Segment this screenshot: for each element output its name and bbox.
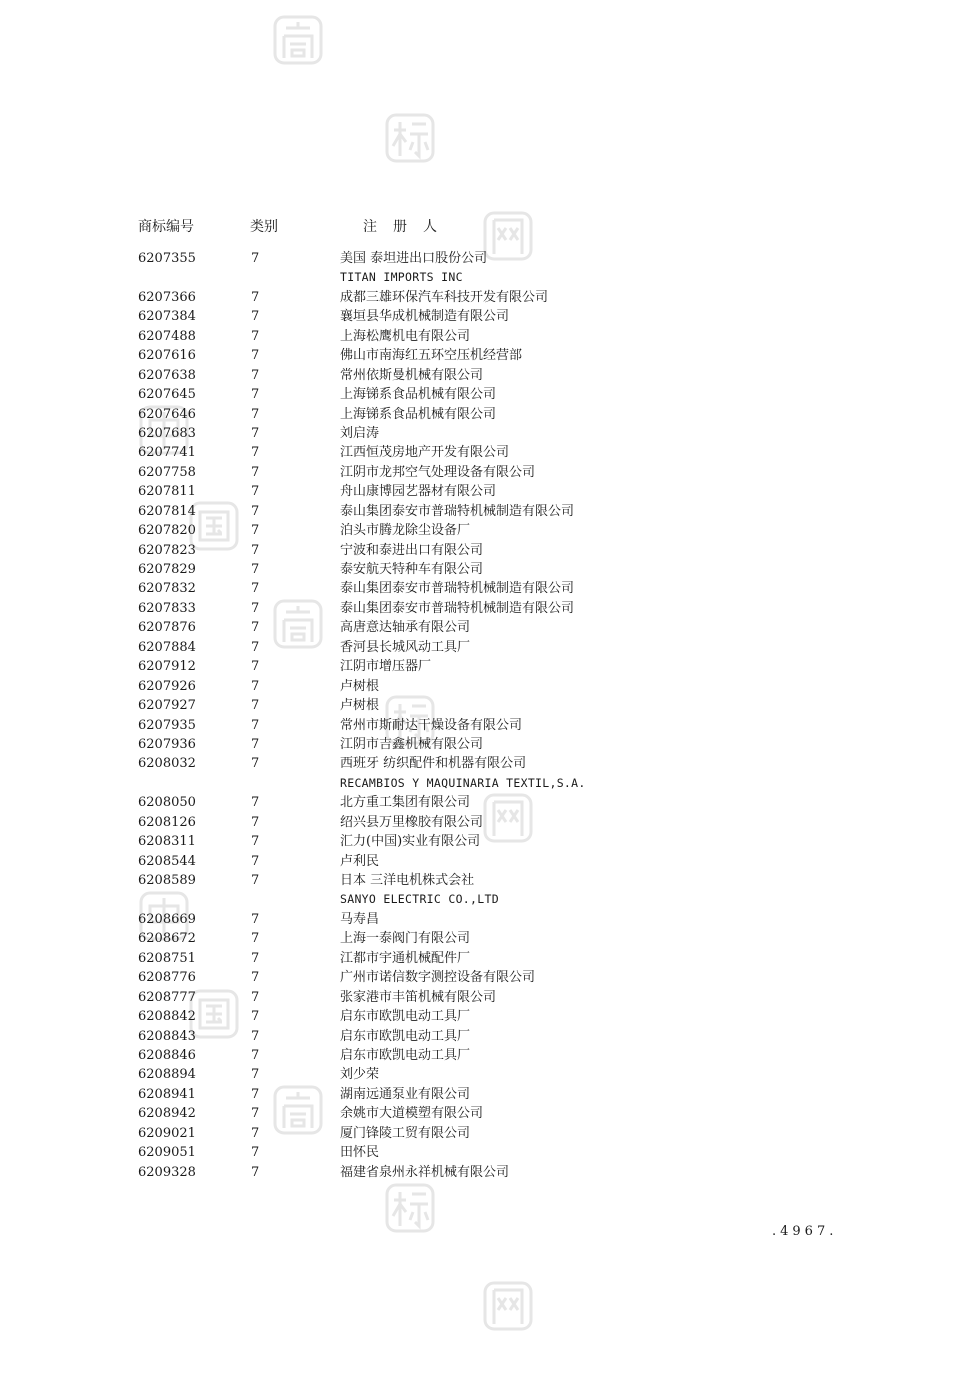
registrant-name: 上海锑系食品机械有限公司 bbox=[340, 387, 497, 403]
registrant-name: 香河县长城风动工具厂 bbox=[340, 639, 471, 655]
table-row bbox=[0, 405, 980, 424]
watermark-shang-glyph bbox=[272, 14, 324, 66]
table-row bbox=[0, 929, 980, 948]
registrant-name: 广州市诺信数字测控设备有限公司 bbox=[340, 970, 536, 986]
registrant-name: 卢利民 bbox=[340, 853, 380, 869]
class-number: 7 bbox=[251, 309, 260, 325]
class-number: 7 bbox=[251, 1145, 260, 1161]
registrant-name: 厦门锋陵工贸有限公司 bbox=[340, 1125, 471, 1141]
class-number: 7 bbox=[251, 853, 260, 869]
trademark-number: 6207820 bbox=[138, 523, 196, 539]
table-row bbox=[0, 1143, 980, 1162]
registrant-name: 江阴市吉鑫机械有限公司 bbox=[340, 736, 484, 752]
trademark-number: 6207876 bbox=[138, 620, 196, 636]
table-row bbox=[0, 832, 980, 851]
class-number: 7 bbox=[251, 1028, 260, 1044]
class-number: 7 bbox=[251, 367, 260, 383]
registrant-name: 泰山集团泰安市普瑞特机械制造有限公司 bbox=[340, 581, 575, 597]
table-row bbox=[0, 1027, 980, 1046]
class-number: 7 bbox=[251, 717, 260, 733]
header-trademark-number: 商标编号 bbox=[138, 219, 194, 235]
table-row bbox=[0, 852, 980, 871]
registrant-name: 上海一泰阀门有限公司 bbox=[340, 931, 471, 947]
class-number: 7 bbox=[251, 814, 260, 830]
registrant-name: 刘启涛 bbox=[340, 425, 380, 441]
trademark-number: 6207758 bbox=[138, 464, 196, 480]
table-row bbox=[0, 754, 980, 773]
table-row bbox=[0, 1065, 980, 1084]
trademark-number: 6209328 bbox=[138, 1164, 196, 1180]
class-number: 7 bbox=[251, 931, 260, 947]
class-number: 7 bbox=[251, 620, 260, 636]
watermark-biao-glyph bbox=[384, 112, 436, 164]
class-number: 7 bbox=[251, 406, 260, 422]
table-row bbox=[0, 560, 980, 579]
trademark-number: 6207645 bbox=[138, 387, 196, 403]
class-number: 7 bbox=[251, 989, 260, 1005]
trademark-number: 6208941 bbox=[138, 1086, 196, 1102]
registrant-name: 湖南远通泵业有限公司 bbox=[340, 1086, 471, 1102]
table-row bbox=[0, 424, 980, 443]
table-row bbox=[0, 968, 980, 987]
class-number: 7 bbox=[251, 425, 260, 441]
registrant-name: 江阴市增压器厂 bbox=[340, 659, 432, 675]
table-row bbox=[0, 735, 980, 754]
table-row bbox=[0, 638, 980, 657]
watermark-biao bbox=[384, 112, 436, 164]
registrant-name: 西班牙 纺织配件和机器有限公司 bbox=[340, 756, 527, 772]
page-number: .4967. bbox=[772, 1224, 838, 1239]
trademark-number: 6208589 bbox=[138, 873, 196, 888]
registrant-name: TITAN IMPORTS INC bbox=[340, 270, 463, 285]
trademark-number: 6207935 bbox=[138, 717, 196, 733]
trademark-number: 6207616 bbox=[138, 348, 196, 364]
registrant-name: 成都三雄环保汽车科技开发有限公司 bbox=[340, 289, 549, 305]
header-registrant: 注册人 bbox=[363, 219, 453, 235]
trademark-number: 6207927 bbox=[138, 698, 196, 714]
table-row bbox=[0, 910, 980, 929]
table-row bbox=[0, 1046, 980, 1065]
registrant-name: RECAMBIOS Y MAQUINARIA TEXTIL,S.A. bbox=[340, 775, 586, 790]
registrant-name: 美国 泰坦进出口股份公司 bbox=[340, 251, 488, 266]
class-number: 7 bbox=[251, 639, 260, 655]
trademark-number: 6207741 bbox=[138, 445, 196, 461]
trademark-number: 6208894 bbox=[138, 1067, 196, 1083]
class-number: 7 bbox=[251, 659, 260, 675]
trademark-number: 6209051 bbox=[138, 1145, 196, 1161]
table-row bbox=[0, 1085, 980, 1104]
registrant-name: 启东市欧凯电动工具厂 bbox=[340, 1009, 471, 1025]
registrant-name: 日本 三洋电机株式会社 bbox=[340, 873, 475, 888]
trademark-number: 6207832 bbox=[138, 581, 196, 597]
trademark-number: 6207384 bbox=[138, 309, 196, 325]
trademark-number: 6207355 bbox=[138, 251, 196, 266]
registrant-name: 张家港市丰笛机械有限公司 bbox=[340, 989, 497, 1005]
registrant-name: 泰山集团泰安市普瑞特机械制造有限公司 bbox=[340, 600, 575, 616]
class-number: 7 bbox=[251, 970, 260, 986]
table-row bbox=[0, 366, 980, 385]
trademark-number: 6208126 bbox=[138, 814, 196, 830]
table-row bbox=[0, 871, 980, 890]
watermark-biao-3-glyph bbox=[384, 1182, 436, 1234]
trademark-number: 6208751 bbox=[138, 950, 196, 966]
table-row bbox=[0, 696, 980, 715]
table-row bbox=[0, 443, 980, 462]
registrant-name: 启东市欧凯电动工具厂 bbox=[340, 1047, 471, 1063]
class-number: 7 bbox=[251, 251, 260, 266]
registrant-name: 田怀民 bbox=[340, 1145, 380, 1161]
trademark-number: 6208672 bbox=[138, 931, 196, 947]
table-header bbox=[0, 216, 980, 238]
trademark-number: 6207488 bbox=[138, 328, 196, 344]
table-row bbox=[0, 249, 980, 268]
class-number: 7 bbox=[251, 523, 260, 539]
watermark-shang bbox=[272, 14, 324, 66]
class-number: 7 bbox=[251, 698, 260, 714]
table-row bbox=[0, 385, 980, 404]
table-row bbox=[0, 1007, 980, 1026]
trademark-number: 6207936 bbox=[138, 736, 196, 752]
table-row bbox=[0, 793, 980, 812]
table-row bbox=[0, 541, 980, 560]
header-class: 类别 bbox=[250, 219, 278, 235]
watermark-biao-3 bbox=[384, 1182, 436, 1234]
registrant-name: 泰安航天特种车有限公司 bbox=[340, 562, 484, 577]
registrant-name: 泊头市腾龙除尘设备厂 bbox=[340, 523, 471, 539]
registrant-name: 卢树根 bbox=[340, 698, 380, 714]
table-row bbox=[0, 463, 980, 482]
registrant-name: 舟山康博园艺器材有限公司 bbox=[340, 484, 497, 500]
trademark-number: 6207884 bbox=[138, 639, 196, 655]
trademark-number: 6208942 bbox=[138, 1106, 196, 1122]
registrant-name: 江阴市龙邦空气处理设备有限公司 bbox=[340, 464, 536, 480]
table-row bbox=[0, 268, 980, 287]
table-row bbox=[0, 307, 980, 326]
class-number: 7 bbox=[251, 328, 260, 344]
registrant-name: 北方重工集团有限公司 bbox=[340, 795, 471, 811]
registrant-name: 上海锑系食品机械有限公司 bbox=[340, 406, 497, 422]
registrant-name: 启东市欧凯电动工具厂 bbox=[340, 1028, 471, 1044]
class-number: 7 bbox=[251, 387, 260, 403]
registration-list bbox=[0, 249, 980, 1182]
table-row bbox=[0, 346, 980, 365]
registrant-name: 卢树根 bbox=[340, 678, 380, 694]
trademark-number: 6207646 bbox=[138, 406, 196, 422]
watermark-wang-3-glyph bbox=[482, 1280, 534, 1332]
class-number: 7 bbox=[251, 911, 260, 927]
registrant-name: 高唐意达轴承有限公司 bbox=[340, 620, 471, 636]
trademark-number: 6207912 bbox=[138, 659, 196, 675]
class-number: 7 bbox=[251, 581, 260, 597]
registrant-name: 绍兴县万里橡胶有限公司 bbox=[340, 814, 484, 830]
trademark-number: 6207638 bbox=[138, 367, 196, 383]
watermark-wang-3 bbox=[482, 1280, 534, 1332]
table-row bbox=[0, 579, 980, 598]
class-number: 7 bbox=[251, 795, 260, 811]
table-row bbox=[0, 988, 980, 1007]
table-row bbox=[0, 618, 980, 637]
table-row bbox=[0, 1104, 980, 1123]
table-row bbox=[0, 482, 980, 501]
registrant-name: 上海松鹰机电有限公司 bbox=[340, 328, 471, 344]
class-number: 7 bbox=[251, 950, 260, 966]
registrant-name: 佛山市南海红五环空压机经营部 bbox=[340, 348, 523, 364]
table-row bbox=[0, 327, 980, 346]
table-row bbox=[0, 774, 980, 793]
registrant-name: SANYO ELECTRIC CO.,LTD bbox=[340, 892, 499, 907]
registrant-name: 福建省泉州永祥机械有限公司 bbox=[340, 1164, 510, 1180]
trademark-number: 6207683 bbox=[138, 425, 196, 441]
table-row bbox=[0, 502, 980, 521]
class-number: 7 bbox=[251, 873, 260, 888]
trademark-number: 6208846 bbox=[138, 1047, 196, 1063]
trademark-number: 6207814 bbox=[138, 503, 196, 519]
class-number: 7 bbox=[251, 1067, 260, 1083]
class-number: 7 bbox=[251, 503, 260, 519]
trademark-number: 6208776 bbox=[138, 970, 196, 986]
class-number: 7 bbox=[251, 1009, 260, 1025]
trademark-number: 6208669 bbox=[138, 911, 196, 927]
registrant-name: 马寿昌 bbox=[340, 911, 380, 927]
trademark-number: 6207829 bbox=[138, 562, 196, 577]
table-row bbox=[0, 890, 980, 909]
registrant-name: 江西恒茂房地产开发有限公司 bbox=[340, 445, 510, 461]
trademark-number: 6208777 bbox=[138, 989, 196, 1005]
registrant-name: 宁波和泰进出口有限公司 bbox=[340, 542, 484, 558]
class-number: 7 bbox=[251, 1164, 260, 1180]
table-row bbox=[0, 813, 980, 832]
table-row bbox=[0, 677, 980, 696]
trademark-number: 6209021 bbox=[138, 1125, 196, 1141]
table-row bbox=[0, 599, 980, 618]
class-number: 7 bbox=[251, 736, 260, 752]
registrant-name: 江都市宇通机械配件厂 bbox=[340, 950, 471, 966]
trademark-number: 6208842 bbox=[138, 1009, 196, 1025]
trademark-number: 6207926 bbox=[138, 678, 196, 694]
class-number: 7 bbox=[251, 1047, 260, 1063]
class-number: 7 bbox=[251, 562, 260, 577]
registrant-name: 汇力(中国)实业有限公司 bbox=[340, 834, 481, 850]
registrant-name: 刘少荣 bbox=[340, 1067, 380, 1083]
class-number: 7 bbox=[251, 484, 260, 500]
table-row bbox=[0, 521, 980, 540]
registrant-name: 常州依斯曼机械有限公司 bbox=[340, 367, 484, 383]
table-row bbox=[0, 1163, 980, 1182]
class-number: 7 bbox=[251, 542, 260, 558]
table-row bbox=[0, 1124, 980, 1143]
table-row bbox=[0, 657, 980, 676]
trademark-number: 6207366 bbox=[138, 289, 196, 305]
trademark-number: 6207811 bbox=[138, 484, 196, 500]
registrant-name: 常州市斯耐达干燥设备有限公司 bbox=[340, 717, 523, 733]
class-number: 7 bbox=[251, 678, 260, 694]
trademark-number: 6207833 bbox=[138, 600, 196, 616]
class-number: 7 bbox=[251, 1125, 260, 1141]
class-number: 7 bbox=[251, 445, 260, 461]
table-row bbox=[0, 288, 980, 307]
table-row bbox=[0, 949, 980, 968]
trademark-number: 6207823 bbox=[138, 542, 196, 558]
table-row bbox=[0, 716, 980, 735]
trademark-number: 6208032 bbox=[138, 756, 196, 772]
trademark-number: 6208050 bbox=[138, 795, 196, 811]
trademark-number: 6208311 bbox=[138, 834, 196, 850]
class-number: 7 bbox=[251, 756, 260, 772]
class-number: 7 bbox=[251, 1086, 260, 1102]
class-number: 7 bbox=[251, 1106, 260, 1122]
registrant-name: 余姚市大道模塑有限公司 bbox=[340, 1106, 484, 1122]
trademark-number: 6208843 bbox=[138, 1028, 196, 1044]
class-number: 7 bbox=[251, 464, 260, 480]
trademark-number: 6208544 bbox=[138, 853, 196, 869]
class-number: 7 bbox=[251, 289, 260, 305]
class-number: 7 bbox=[251, 348, 260, 364]
class-number: 7 bbox=[251, 834, 260, 850]
class-number: 7 bbox=[251, 600, 260, 616]
registrant-name: 襄垣县华成机械制造有限公司 bbox=[340, 309, 510, 325]
registrant-name: 泰山集团泰安市普瑞特机械制造有限公司 bbox=[340, 503, 575, 519]
